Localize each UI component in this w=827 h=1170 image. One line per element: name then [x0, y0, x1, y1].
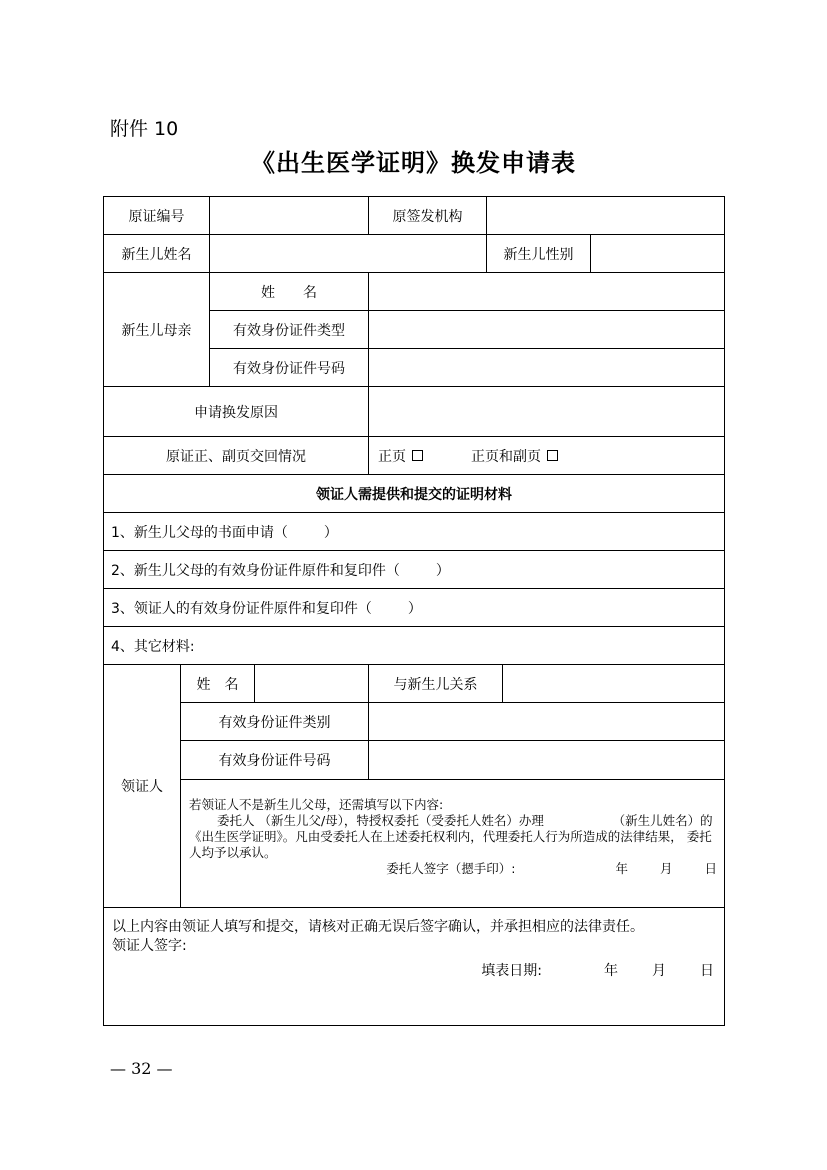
mandate-body: 委托人 （新生儿父/母），特授权委托（受委托人姓名）办理 （新生儿姓名）的《出生医学证明》。凡由受委托人在上述委托权利内，代理委托人行为所造成的法律结果， 委托人均予以承认。	[189, 813, 713, 860]
opt-both-checkbox[interactable]	[547, 450, 558, 461]
relation-field[interactable]	[503, 665, 724, 702]
mandate-section	[189, 797, 717, 877]
collector-id-no-field[interactable]	[369, 741, 724, 779]
mother-id-type-label: 有效身份证件类型	[233, 322, 345, 339]
orig-cert-no-label: 原证编号	[128, 208, 185, 225]
returned-label: 原证正、副页交回情况	[166, 448, 306, 465]
newborn-name-label: 新生儿姓名	[121, 246, 192, 263]
opt-both-label: 正页和副页	[471, 448, 541, 465]
reason-label: 申请换发原因	[194, 404, 278, 421]
mother-label: 新生儿母亲	[121, 322, 192, 339]
fill-date-line: 填表日期: 年 月 日	[481, 963, 714, 979]
collector-name-field[interactable]	[255, 665, 368, 702]
mother-id-type-field[interactable]	[369, 311, 724, 348]
material-item-3: 3、领证人的有效身份证件原件和复印件（ ）	[111, 600, 422, 617]
materials-header: 领证人需提供和提交的证明材料	[316, 486, 512, 503]
collector-label: 领证人	[121, 779, 163, 795]
newborn-name-field[interactable]	[210, 235, 486, 272]
orig-issuer-label: 原签发机构	[392, 208, 463, 225]
collector-sign-label: 领证人签字:	[112, 938, 187, 954]
relation-label: 与新生儿关系	[393, 676, 478, 693]
returned-options	[369, 437, 724, 474]
material-item-4: 4、其它材料:	[111, 638, 195, 655]
newborn-sex-label: 新生儿性别	[503, 246, 574, 263]
collector-id-type-field[interactable]	[369, 703, 724, 740]
page-number: — 32 —	[110, 1059, 173, 1078]
declaration-text: 以上内容由领证人填写和提交，请核对正确无误后签字确认，并承担相应的法律责任。	[112, 919, 644, 935]
declaration-section	[112, 918, 718, 981]
mandate-intro: 若领证人不是新生儿父母，还需填写以下内容:	[189, 797, 444, 812]
material-item-2: 2、新生儿父母的有效身份证件原件和复印件（ ）	[111, 562, 450, 579]
collector-id-type-label: 有效身份证件类别	[218, 714, 331, 731]
reason-field[interactable]	[369, 387, 724, 436]
orig-cert-no-field[interactable]	[210, 197, 368, 234]
mandate-sign-line: 委托人签字（摁手印）: 年 月 日	[386, 861, 717, 876]
opt-front-label: 正页	[378, 448, 406, 465]
attachment-label: 附件 10	[110, 118, 179, 140]
opt-front-checkbox[interactable]	[412, 450, 423, 461]
mother-id-no-label: 有效身份证件号码	[233, 360, 345, 377]
collector-id-no-label: 有效身份证件号码	[218, 753, 331, 769]
mother-name-label: 姓 名	[261, 284, 317, 301]
application-form	[103, 196, 725, 1026]
material-item-1: 1、新生儿父母的书面申请（ ）	[111, 524, 338, 541]
collector-name-label: 姓 名	[196, 676, 239, 693]
mother-id-no-field[interactable]	[369, 349, 724, 386]
newborn-sex-field[interactable]	[591, 235, 724, 272]
mother-name-field[interactable]	[369, 273, 724, 310]
orig-issuer-field[interactable]	[487, 197, 724, 234]
form-title: 《出生医学证明》换发申请表	[251, 148, 576, 177]
